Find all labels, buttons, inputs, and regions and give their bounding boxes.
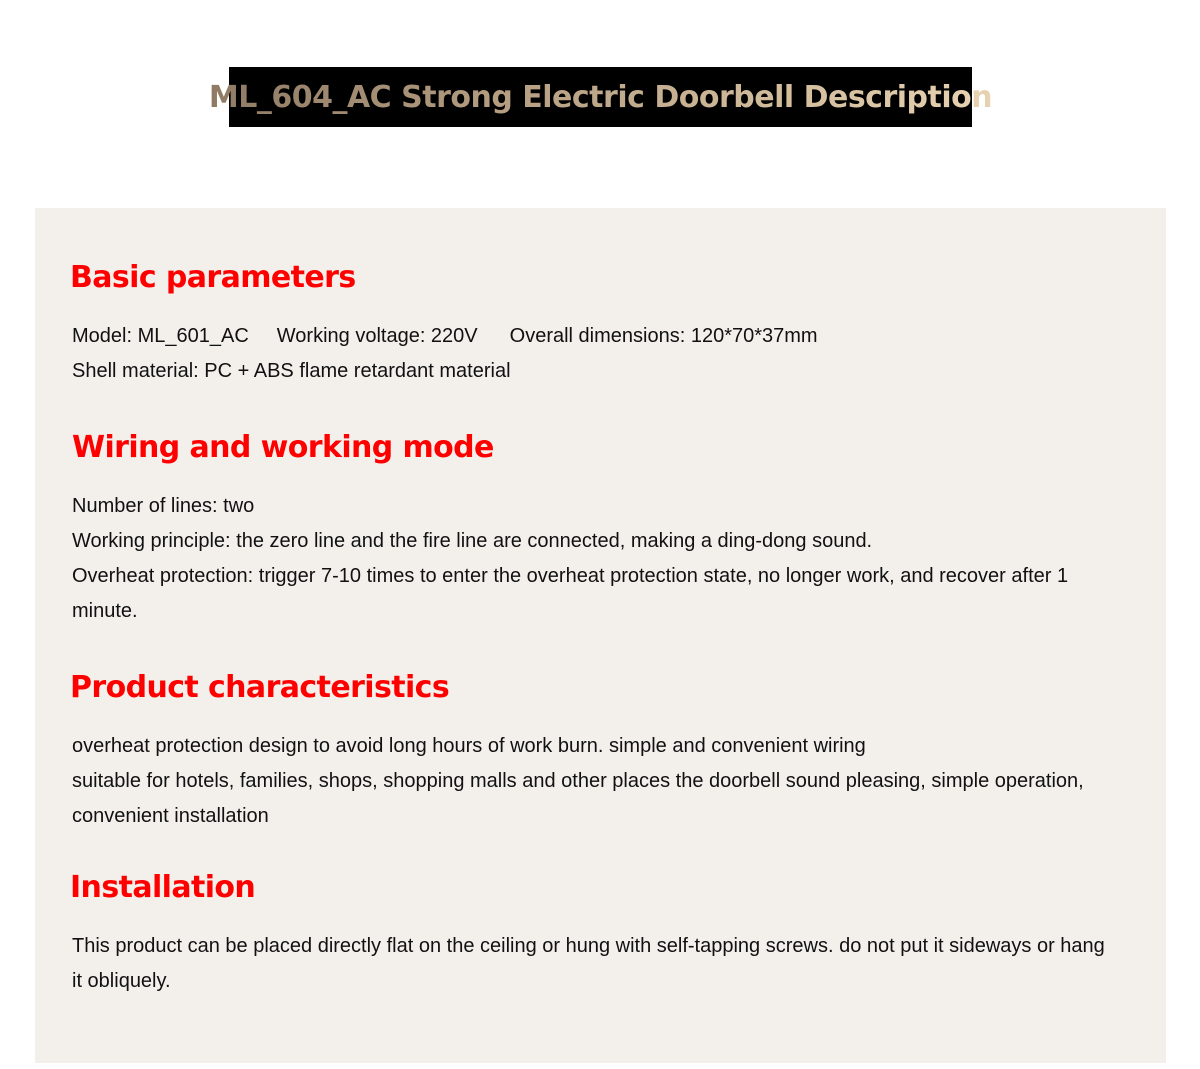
description-panel [35, 208, 1166, 1063]
overheat-protection: Overheat protection: trigger 7-10 times to enter the overheat protection state, no longer work, and recover after 1 minute. [72, 565, 1069, 622]
number-of-lines: Number of lines: two [72, 495, 255, 517]
voltage-value: Working voltage: 220V [276, 325, 478, 347]
heading-basic-parameters: Basic parameters [70, 260, 356, 295]
heading-wiring-mode: Wiring and working mode [72, 430, 494, 465]
heading-installation: Installation [70, 870, 256, 905]
shell-material-value: Shell material: PC + ABS flame retardant material [72, 360, 511, 382]
heading-product-characteristics: Product characteristics [70, 670, 450, 705]
model-value: Model: ML_601_AC [72, 325, 249, 347]
basic-parameters-text [72, 319, 1112, 389]
wiring-mode-text [72, 489, 1112, 629]
title-banner [208, 67, 993, 127]
characteristics-line-1: overheat protection design to avoid long hours of work burn. simple and convenient wiring [72, 735, 866, 757]
page-title: ML_604_AC Strong Electric Doorbell Description [208, 79, 993, 115]
product-characteristics-text [72, 729, 1112, 834]
installation-text [72, 929, 1112, 999]
characteristics-line-2: suitable for hotels, families, shops, shopping malls and other places the doorbell sound pleasing, simple operation, convenient installation [72, 770, 1084, 827]
working-principle: Working principle: the zero line and the fire line are connected, making a ding-dong sound. [72, 530, 873, 552]
basic-parameters-row [72, 319, 1112, 354]
dimensions-value: Overall dimensions: 120*70*37mm [509, 325, 818, 347]
installation-instructions: This product can be placed directly flat on the ceiling or hung with self-tapping screws. do not put it sideways or hang it obliquely. [72, 935, 1105, 992]
